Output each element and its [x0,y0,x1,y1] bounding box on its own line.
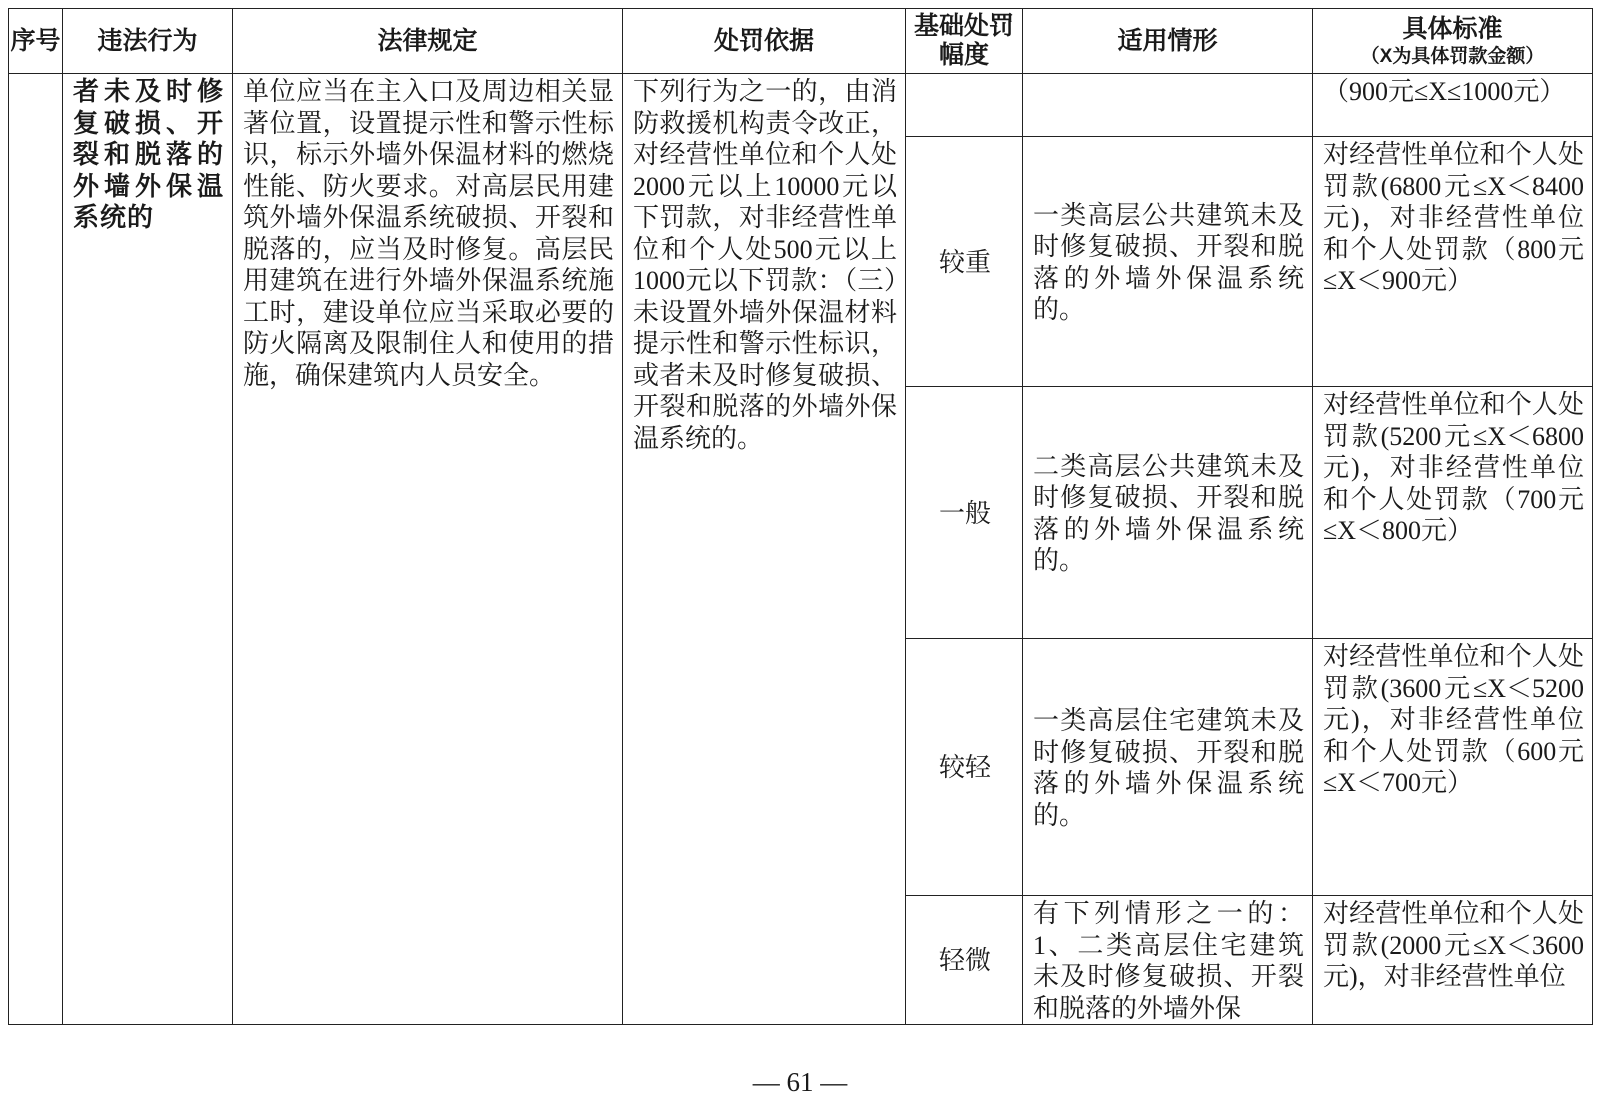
cell-level: 较轻 [906,639,1023,896]
header-range: 基础处罚幅度 [906,9,1023,74]
cell-situation: 一类高层公共建筑未及时修复破损、开裂和脱落的外墙外保温系统的。 [1023,137,1313,387]
table-body [9,74,1593,1025]
cell-standard: 对经营性单位和个人处罚款(2000元≤X＜3600元)，对非经营性单位 [1313,896,1593,1025]
cell-situation: 有下列情形之一的：1、二类高层住宅建筑未及时修复破损、开裂和脱落的外墙外保 [1023,896,1313,1025]
cell-standard: 对经营性单位和个人处罚款(6800元≤X＜8400元)，对非经营性单位和个人处罚款（800元≤X＜900元） [1313,137,1593,387]
cell-level: 较重 [906,137,1023,387]
cell-seq [9,74,63,1025]
cell-level [906,74,1023,137]
cell-violation: 者未及时修复破损、开裂和脱落的外墙外保温系统的 [63,74,233,1025]
cell-situation [1023,74,1313,137]
header-violation: 违法行为 [63,9,233,74]
cell-level: 轻微 [906,896,1023,1025]
table-header [9,9,1593,74]
cell-basis: 下列行为之一的，由消防救援机构责令改正，对经营性单位和个人处2000元以上10000元以下罚款，对非经营性单位和个人处500元以上1000元以下罚款：（三）未设置外墙外保温材料提示性和警示性标识，或者未及时修复破损、开裂和脱落的外墙外保温系统的。 [623,74,906,1025]
penalty-table [8,8,1593,1025]
header-situation: 适用情形 [1023,9,1313,74]
header-standard [1313,9,1593,74]
header-standard-note: （X为具体罚款金额） [1360,46,1545,67]
cell-level: 一般 [906,387,1023,639]
page-number: — 61 — [752,1067,848,1097]
header-standard-main: 具体标准 [1402,15,1503,43]
cell-law: 单位应当在主入口及周边相关显著位置，设置提示性和警示性标识，标示外墙外保温材料的燃烧性能、防火要求。对高层民用建筑外墙外保温系统破损、开裂和脱落的，应当及时修复。高层民用建筑在进行外墙外保温系统施工时，建设单位应当采取必要的防火隔离及限制住人和使用的措施，确保建筑内人员安全。 [233,74,623,1025]
cell-standard: 对经营性单位和个人处罚款(5200元≤X＜6800元)，对非经营性单位和个人处罚款（700元≤X＜800元） [1313,387,1593,639]
cell-standard: （900元≤X≤1000元） [1313,74,1593,137]
cell-situation: 二类高层公共建筑未及时修复破损、开裂和脱落的外墙外保温系统的。 [1023,387,1313,639]
header-basis: 处罚依据 [623,9,906,74]
cell-standard: 对经营性单位和个人处罚款(3600元≤X＜5200元)，对非经营性单位和个人处罚款（600元≤X＜700元） [1313,639,1593,896]
table-row [9,74,1593,137]
header-seq: 序号 [9,9,63,74]
cell-situation: 一类高层住宅建筑未及时修复破损、开裂和脱落的外墙外保温系统的。 [1023,639,1313,896]
header-law: 法律规定 [233,9,623,74]
